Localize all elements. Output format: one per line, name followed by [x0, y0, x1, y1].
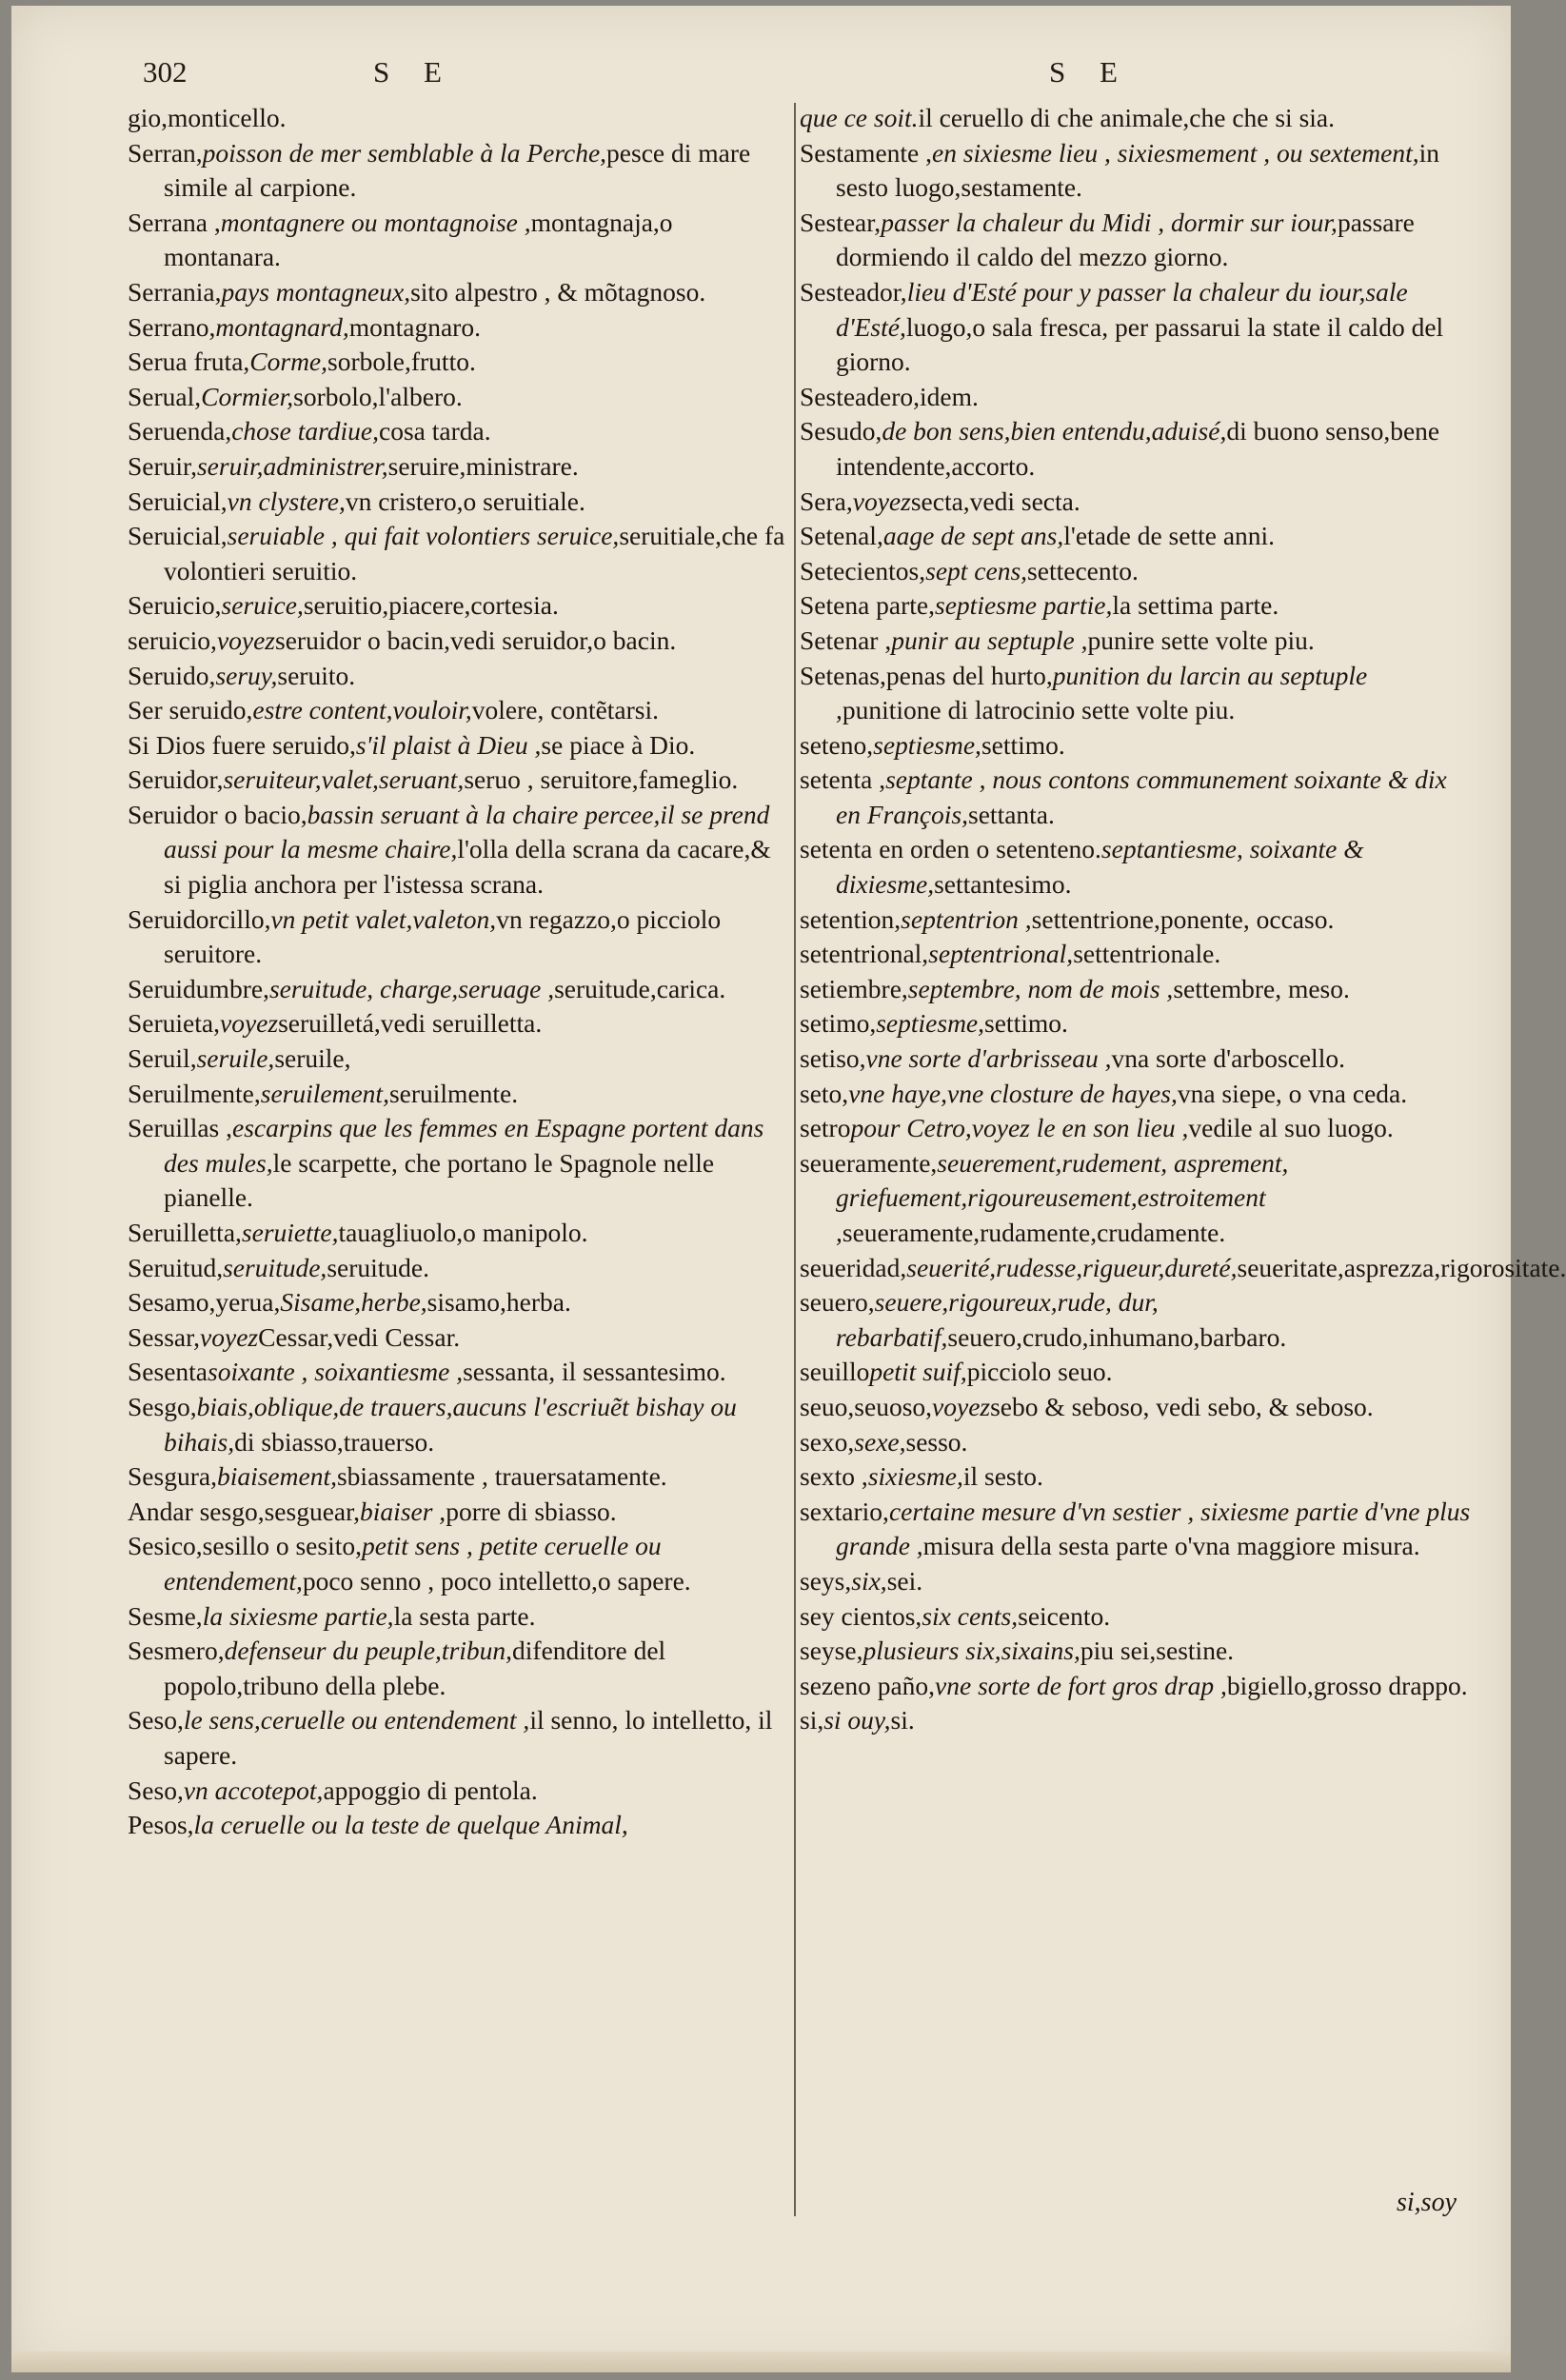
french-gloss: estre content,vouloir,: [252, 695, 472, 725]
book-page: [11, 6, 1566, 2372]
headword: seuo,seuoso,: [800, 1391, 933, 1421]
headword: Ser seruido,: [128, 695, 253, 725]
italian-gloss: sorbole,frutto.: [327, 347, 476, 377]
dictionary-entry: [128, 519, 789, 588]
italian-gloss: seruile,: [274, 1043, 351, 1074]
italian-gloss: sito alpestro , & mõtagnoso.: [410, 276, 706, 307]
dictionary-entry: [128, 449, 789, 485]
dictionary-entry: [128, 1251, 789, 1286]
italian-gloss: la settima parte.: [1112, 590, 1279, 621]
dictionary-entry: [128, 414, 789, 449]
dictionary-entry: [800, 1634, 1476, 1669]
french-gloss: voyez: [200, 1321, 259, 1352]
dictionary-entry: [128, 1285, 789, 1320]
french-gloss: aage de sept ans,: [882, 521, 1064, 551]
italian-gloss: settentrione,ponente, occaso.: [1031, 903, 1335, 934]
headword: seyse,: [800, 1636, 863, 1666]
headword: seruicio,: [128, 625, 217, 655]
french-gloss: seruilement,: [260, 1078, 389, 1108]
italian-gloss: seueramente,rudamente,crudamente.: [842, 1218, 1226, 1247]
italian-gloss: di sbiasso,trauerso.: [234, 1426, 435, 1457]
dictionary-entry: [128, 1390, 789, 1459]
dictionary-entry: [800, 1077, 1476, 1112]
italian-gloss: il ceruello di che animale,che che si sia.: [918, 103, 1336, 132]
dictionary-entry: [800, 1703, 1476, 1738]
italian-gloss: seruito.: [277, 660, 356, 690]
italian-gloss: poco senno , poco intelletto,o sapere.: [302, 1565, 691, 1596]
dictionary-entry: [800, 554, 1476, 589]
dictionary-entry: [800, 414, 1476, 484]
french-gloss: de bon sens,bien entendu,aduisé,: [882, 416, 1227, 446]
headword: Setenas,penas del hurto,: [800, 660, 1053, 690]
french-gloss: pays montagneux,: [221, 276, 411, 307]
italian-gloss: seruilmente.: [388, 1078, 519, 1108]
italian-gloss: seueritate,asprezza,rigorositate.: [1237, 1252, 1566, 1282]
italian-gloss: passare dormiendo il caldo del mezzo giorno.: [836, 207, 1415, 272]
italian-gloss: seruo , seruitore,fameglio.: [464, 764, 739, 795]
dictionary-entry: [800, 380, 1476, 415]
italian-gloss: si.: [890, 1705, 915, 1735]
headword: seueramente,: [800, 1147, 938, 1178]
italian-gloss: punire sette volte piu.: [1087, 625, 1315, 655]
italian-gloss: seruitiale,che fa volontieri seruitio.: [164, 521, 785, 585]
french-gloss: biais,oblique,de trauers,aucuns l'escriuẽt bishay ou bihais,: [164, 1391, 737, 1457]
french-gloss: petit suif,: [869, 1357, 967, 1387]
french-gloss: seruiable , qui fait volontiers seruice,: [227, 521, 620, 551]
headword: Sesgura,: [128, 1461, 217, 1492]
italian-gloss: di buono senso,bene intendente,accorto.: [836, 416, 1440, 481]
italian-gloss: secta,vedi secta.: [910, 486, 1080, 516]
dictionary-entry: [128, 763, 789, 798]
italian-gloss: l'olla della scrana da cacare,& si piglia anchora per l'istessa scrana.: [164, 834, 771, 900]
headword: Sestamente ,: [800, 137, 932, 168]
headword: Sesteadero,: [800, 381, 920, 411]
french-gloss: vn petit valet,valeton,: [270, 903, 497, 934]
headword: Seruido,: [128, 660, 216, 690]
italian-gloss: sisamo,herba.: [426, 1287, 571, 1318]
dictionary-entry: [128, 275, 789, 310]
headword: Sessar,: [128, 1321, 201, 1352]
italian-gloss: settembre, meso.: [1173, 973, 1350, 1003]
french-gloss: septentrional,: [928, 939, 1074, 969]
headword: Sesme,: [128, 1600, 203, 1631]
italian-gloss: appoggio di pentola.: [323, 1775, 538, 1805]
italian-gloss: settanta.: [968, 799, 1055, 829]
dictionary-entry: [800, 101, 1476, 136]
french-gloss: la sixiesme partie,: [202, 1600, 394, 1631]
french-gloss: vne sorte d'arbrisseau ,: [865, 1043, 1112, 1074]
french-gloss: plusieurs six,sixains,: [862, 1636, 1080, 1666]
headword: seuillo: [800, 1357, 870, 1387]
italian-gloss: settantesimo.: [934, 869, 1072, 900]
dictionary-entry: [128, 659, 789, 694]
french-gloss: sixiesme,: [867, 1461, 963, 1492]
dictionary-entry: [128, 728, 789, 764]
french-gloss: six cents,: [922, 1600, 1019, 1631]
french-gloss: punition du larcin au septuple ,: [836, 660, 1368, 725]
dictionary-entry: [128, 206, 789, 275]
headword: seteno,: [800, 729, 874, 760]
headword: Setena parte,: [800, 590, 936, 621]
headword: Seruicio,: [128, 590, 222, 621]
italian-gloss: settecento.: [1027, 555, 1139, 585]
french-gloss: seuerement,rudement, asprement, griefuement,rigoureusement,estroitement ,: [836, 1147, 1289, 1247]
french-gloss: seruir,administrer,: [196, 450, 388, 481]
french-gloss: vne sorte de fort gros drap ,: [935, 1670, 1227, 1700]
french-gloss: septiesme,: [876, 1008, 985, 1039]
headword: Si Dios fuere seruido,: [128, 729, 356, 760]
italian-gloss: picciolo seuo.: [966, 1357, 1113, 1387]
italian-gloss: tauagliuolo,o manipolo.: [338, 1218, 588, 1247]
dictionary-entry: [800, 1390, 1476, 1425]
italian-gloss: vna siepe, o vna ceda.: [1177, 1078, 1408, 1108]
headword: seys,: [800, 1565, 852, 1596]
italian-gloss: bigiello,grosso drappo.: [1226, 1670, 1468, 1700]
headword: Seso,: [128, 1775, 184, 1805]
dictionary-entry: [800, 1146, 1476, 1251]
french-gloss: en sixiesme lieu , sixiesmement , ou sextement,: [932, 137, 1419, 168]
dictionary-entry: [800, 972, 1476, 1007]
french-gloss: le sens,ceruelle ou entendement ,: [183, 1705, 530, 1735]
italian-gloss: difenditore del popolo,tribuno della plebe.: [164, 1636, 666, 1700]
french-gloss: vn accotepot,: [183, 1775, 324, 1805]
italian-gloss: il sesto.: [962, 1461, 1043, 1492]
french-gloss: voyez: [216, 625, 276, 655]
headword: Serrana ,: [128, 207, 221, 237]
italian-gloss: montagnaja,o montanara.: [164, 207, 673, 272]
french-gloss: lieu d'Esté pour y passer la chaleur du iour,sale d'Esté,: [836, 276, 1408, 342]
italian-gloss: settimo.: [984, 1008, 1068, 1039]
headword: sey cientos,: [800, 1600, 922, 1631]
dictionary-entry: [800, 1564, 1476, 1599]
headword: Sesico,sesillo o sesito,: [128, 1531, 362, 1561]
french-gloss: la ceruelle ou la teste de quelque Animal,: [193, 1810, 628, 1840]
dictionary-entry: [800, 659, 1476, 728]
headword: Setenal,: [800, 521, 883, 551]
french-gloss: Sisame,herbe,: [280, 1287, 427, 1318]
french-gloss: septembre, nom de mois ,: [907, 973, 1174, 1003]
dictionary-entry: [800, 1669, 1476, 1704]
french-gloss: seruile,: [196, 1043, 275, 1074]
dictionary-entry: [800, 1285, 1476, 1355]
headword: Sestear,: [800, 207, 882, 237]
dictionary-entry: [128, 1216, 789, 1251]
french-gloss: petit sens , petite ceruelle ou entendement,: [164, 1531, 662, 1596]
italian-gloss: settentrionale.: [1073, 939, 1221, 969]
italian-gloss: in sesto luogo,sestamente.: [836, 137, 1440, 203]
french-gloss: seruiette,: [241, 1218, 339, 1247]
french-gloss: seruice,: [221, 590, 304, 621]
headword: Seruir,: [128, 450, 197, 481]
catchword: si,soy: [1397, 2188, 1457, 2217]
dictionary-entry: [800, 588, 1476, 624]
italian-gloss: seuero,crudo,inhumano,barbaro.: [947, 1321, 1287, 1352]
headword: setro: [800, 1113, 851, 1143]
italian-gloss: seruidor o bacin,vedi seruidor,o bacin.: [275, 625, 677, 655]
italian-gloss: vna sorte d'arboscello.: [1111, 1043, 1345, 1074]
headword: Seruil,: [128, 1043, 197, 1074]
italian-gloss: seruilletá,vedi seruilletta.: [278, 1008, 543, 1039]
dictionary-entry: [800, 1425, 1476, 1460]
dictionary-entry: [128, 1774, 789, 1809]
french-gloss: voyez: [932, 1391, 991, 1421]
italian-gloss: vn cristero,o seruitiale.: [345, 486, 585, 516]
headword: Seruilletta,: [128, 1218, 242, 1247]
italian-gloss: porre di sbiasso.: [446, 1496, 617, 1526]
dictionary-entry: [800, 832, 1476, 902]
french-gloss: si ouy,: [823, 1705, 891, 1735]
headword: setiso,: [800, 1043, 866, 1074]
italian-gloss: montagnaro.: [348, 311, 481, 342]
french-gloss: seruiteur,valet,seruant,: [223, 764, 465, 795]
headword: si,: [800, 1705, 824, 1735]
italian-gloss: sei.: [886, 1565, 923, 1596]
italian-gloss: cosa tarda.: [379, 416, 491, 446]
headword: sexo,: [800, 1426, 855, 1457]
dictionary-entry: [128, 1006, 789, 1041]
headword: Sera,: [800, 486, 853, 516]
italian-gloss: gio,monticello.: [128, 103, 287, 132]
headword: Seruicial,: [128, 486, 228, 516]
headword: Seruidor o bacio,: [128, 799, 307, 829]
italian-gloss: sessanta, il sessantesimo.: [463, 1357, 726, 1387]
italian-gloss: idem.: [920, 381, 979, 411]
italian-gloss: vedile al suo luogo.: [1188, 1113, 1394, 1143]
french-gloss: Corme,: [249, 347, 328, 377]
dictionary-entry: [800, 206, 1476, 275]
dictionary-entry: [800, 519, 1476, 554]
dictionary-entry: [128, 1808, 789, 1843]
dictionary-entry: [800, 728, 1476, 764]
french-gloss: seuerité,rudesse,rigueur,dureté,: [906, 1252, 1238, 1282]
italian-gloss: piu sei,sestine.: [1080, 1636, 1235, 1666]
french-gloss: seruy,: [215, 660, 278, 690]
headword: Andar sesgo,sesguear,: [128, 1496, 361, 1526]
dictionary-entry: [128, 902, 789, 972]
italian-gloss: seruitude,carica.: [554, 973, 726, 1003]
dictionary-entry: [800, 1006, 1476, 1041]
headword: Sesmero,: [128, 1636, 225, 1666]
headword: sexto ,: [800, 1461, 868, 1492]
headword: Sesudo,: [800, 416, 882, 446]
italian-gloss: seruitio,piacere,cortesia.: [303, 590, 559, 621]
french-gloss: septiesme,: [873, 729, 981, 760]
french-gloss: sept cens,: [925, 555, 1028, 585]
headword: Sesamo,yerua,: [128, 1287, 281, 1318]
french-gloss: bassin seruant à la chaire percee,il se prend aussi pour la mesme chaire,: [164, 799, 770, 864]
italian-gloss: Cessar,vedi Cessar.: [258, 1321, 461, 1352]
dictionary-entry: [128, 485, 789, 520]
french-gloss: chose tardiue,: [231, 416, 379, 446]
french-gloss: septantiesme, soixante & dixiesme,: [836, 834, 1364, 900]
french-gloss: soixante , soixantiesme ,: [208, 1357, 464, 1387]
headword: Seruillas ,: [128, 1113, 232, 1143]
headword: Seruitud,: [128, 1252, 224, 1282]
dictionary-entry: [128, 1111, 789, 1216]
dictionary-entry: [800, 485, 1476, 520]
french-gloss: vn clystere,: [227, 486, 346, 516]
headword: setention,: [800, 903, 902, 934]
headword: Sesgo,: [128, 1391, 197, 1421]
italian-gloss: il senno, lo intelletto, il sapere.: [164, 1705, 773, 1770]
headword: Seruidor,: [128, 764, 224, 795]
headword: Seruilmente,: [128, 1078, 261, 1108]
italian-gloss: l'etade de sette anni.: [1063, 521, 1276, 551]
french-gloss: biaiser ,: [360, 1496, 446, 1526]
dictionary-entry: [128, 1529, 789, 1598]
headword: Seruicial,: [128, 521, 228, 551]
dictionary-entry: [800, 1459, 1476, 1495]
headword: Serran,: [128, 137, 203, 168]
dictionary-entry: [128, 798, 789, 902]
headword: Serual,: [128, 381, 202, 411]
dictionary-entry: [800, 902, 1476, 938]
italian-gloss: luogo,o sala fresca, per passarui la state il caldo del giorno.: [836, 311, 1444, 377]
headword: sezeno paño,: [800, 1670, 936, 1700]
dictionary-entry: [128, 380, 789, 415]
french-gloss: s'il plaist à Dieu ,: [355, 729, 542, 760]
italian-gloss: misura della sesta parte o'vna maggiore misura.: [922, 1531, 1420, 1561]
french-gloss: montagnard,: [215, 311, 349, 342]
headword: Sesteador,: [800, 276, 907, 307]
dictionary-entry: [128, 1599, 789, 1635]
french-gloss: escarpins que les femmes en Espagne portent dans des mules,: [164, 1113, 764, 1178]
dictionary-entry: [128, 1459, 789, 1495]
french-gloss: pour Cetro,voyez le en son lieu ,: [850, 1113, 1189, 1143]
headword: Seruieta,: [128, 1008, 220, 1039]
french-gloss: defenseur du peuple,tribun,: [224, 1636, 513, 1666]
italian-gloss: sebo & seboso, vedi sebo, & seboso.: [990, 1391, 1374, 1421]
french-gloss: septentrion ,: [901, 903, 1032, 934]
french-gloss: poisson de mer semblable à la Perche,: [202, 137, 607, 168]
dictionary-entry: [128, 693, 789, 728]
french-gloss: Cormier,: [201, 381, 294, 411]
french-gloss: six,: [851, 1565, 887, 1596]
headword: Setecientos,: [800, 555, 926, 585]
dictionary-entry: [128, 1041, 789, 1077]
headword: Seruidorcillo,: [128, 903, 271, 934]
italian-gloss: punitione di latrocinio sette volte piu.: [842, 695, 1236, 725]
dictionary-entry: [128, 588, 789, 624]
dictionary-entry: [128, 136, 789, 206]
french-gloss: que ce soit.: [800, 103, 919, 132]
headword: sextario,: [800, 1496, 889, 1526]
dictionary-entry: [800, 763, 1476, 832]
dictionary-entry: [800, 1355, 1476, 1390]
dictionary-entry: [800, 624, 1476, 659]
french-gloss: punir au septuple ,: [891, 625, 1088, 655]
italian-gloss: settimo.: [981, 729, 1065, 760]
italian-gloss: vn regazzo,o picciolo seruitore.: [164, 903, 722, 969]
dictionary-entry: [128, 345, 789, 380]
dictionary-entry: [800, 1599, 1476, 1635]
headword: Seruidumbre,: [128, 973, 269, 1003]
italian-gloss: la sesta parte.: [393, 1600, 536, 1631]
dictionary-entry: [128, 1077, 789, 1112]
dictionary-entry: [800, 1251, 1566, 1286]
italian-gloss: sesso.: [905, 1426, 968, 1457]
french-gloss: biaisement,: [216, 1461, 337, 1492]
headword: seueridad,: [800, 1252, 907, 1282]
headword: Serrania,: [128, 276, 222, 307]
dictionary-entry: [128, 310, 789, 346]
dictionary-entry: [128, 1634, 789, 1703]
italian-gloss: sorbolo,l'albero.: [293, 381, 463, 411]
page-number: 302: [143, 55, 188, 89]
french-gloss: seruitude, charge,seruage ,: [268, 973, 555, 1003]
column-divider: [794, 103, 796, 2216]
french-gloss: septiesme partie,: [935, 590, 1113, 621]
dictionary-entry: [128, 1355, 789, 1390]
headword: seto,: [800, 1078, 849, 1108]
headword: setimo,: [800, 1008, 877, 1039]
italian-gloss: le scarpette, che portano le Spagnole nelle pianelle.: [164, 1147, 715, 1213]
headword: Pesos,: [128, 1810, 194, 1840]
headword: Setenar ,: [800, 625, 892, 655]
right-running-head: S E: [1049, 55, 1131, 89]
left-running-head: S E: [373, 55, 455, 89]
headword: setenta en orden o setenteno.: [800, 834, 1101, 864]
french-gloss: passer la chaleur du Midi , dormir sur iour,: [881, 207, 1338, 237]
headword: Serua fruta,: [128, 347, 250, 377]
dictionary-entry: [800, 275, 1476, 380]
dictionary-entry: [800, 1111, 1476, 1146]
dictionary-entry: [128, 101, 789, 136]
right-column: [800, 101, 1566, 1738]
headword: seuero,: [800, 1287, 875, 1318]
italian-gloss: seruire,ministrare.: [387, 450, 579, 481]
french-gloss: sexe,: [854, 1426, 906, 1457]
headword: Serrano,: [128, 311, 216, 342]
french-gloss: vne haye,vne closture de hayes,: [848, 1078, 1178, 1108]
headword: Seruenda,: [128, 416, 232, 446]
french-gloss: voyez: [219, 1008, 279, 1039]
left-column: [128, 101, 789, 1843]
headword: setenta ,: [800, 764, 886, 795]
french-gloss: voyez: [852, 486, 911, 516]
headword: setentrional,: [800, 939, 929, 969]
italian-gloss: volere, contẽtarsi.: [471, 695, 660, 725]
french-gloss: montagnere ou montagnoise ,: [220, 207, 531, 237]
headword: setiembre,: [800, 973, 908, 1003]
italian-gloss: seicento.: [1018, 1600, 1111, 1631]
page-bottom-edge: [11, 2351, 1511, 2372]
dictionary-entry: [128, 1495, 789, 1530]
dictionary-entry: [800, 937, 1476, 972]
headword: Seso,: [128, 1705, 184, 1735]
french-gloss: septante , nous contons communement soixante & dix en François,: [836, 764, 1447, 829]
dictionary-entry: [128, 1320, 789, 1356]
dictionary-entry: [800, 1041, 1476, 1077]
italian-gloss: seruitude.: [327, 1252, 429, 1282]
dictionary-entry: [128, 624, 789, 659]
italian-gloss: se piace à Dio.: [541, 729, 696, 760]
dictionary-entry: [128, 972, 789, 1007]
french-gloss: seruitude,: [223, 1252, 327, 1282]
italian-gloss: sbiassamente , trauersatamente.: [336, 1461, 667, 1492]
italian-gloss: pesce di mare simile al carpione.: [164, 137, 751, 203]
french-gloss: seuere,rigoureux,rude, dur, rebarbatif,: [836, 1287, 1159, 1352]
french-gloss: certaine mesure d'vn sestier , sixiesme partie d'vne plus grande ,: [836, 1496, 1471, 1561]
dictionary-entry: [800, 136, 1476, 206]
dictionary-entry: [800, 1495, 1476, 1564]
headword: Sesenta: [128, 1357, 208, 1387]
dictionary-entry: [128, 1703, 789, 1773]
